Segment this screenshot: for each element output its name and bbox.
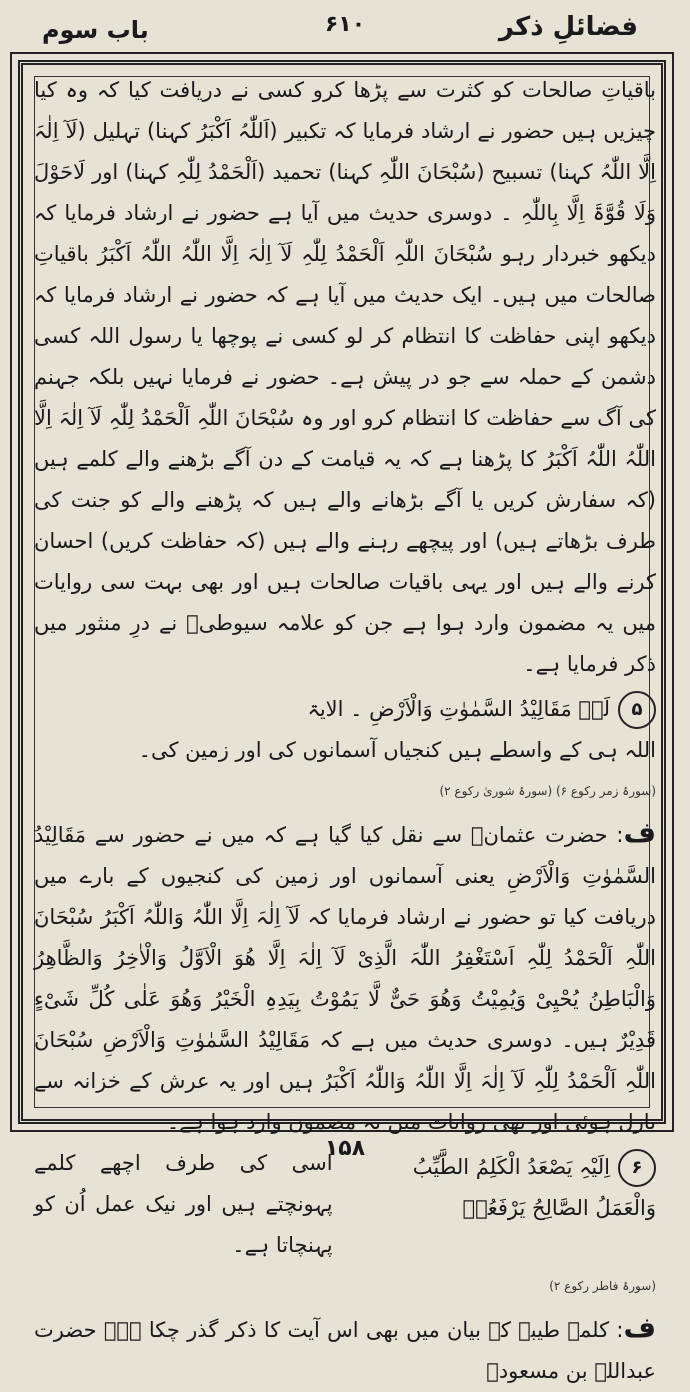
paragraph-fa-1 [34, 812, 656, 1143]
paragraph-fa-1-text: : حضرت عثمانؓ سے نقل کیا گیا ہے کہ میں نے حضور سے مَقَالِیْدُ السَّمٰوٰتِ وَالْاَرْضِ یعنی آسمانوں اور زمین کی کنجیوں کے بارے میں دریافت کیا تو حضور نے ارشاد فرمایا کہ لَآ اِلٰہَ اِلَّا اللّٰہُ وَاللّٰہُ اَکْبَرُ سُبْحَانَ اللّٰہِ اَلْحَمْدُ لِلّٰہِ اَسْتَغْفِرُ اللّٰہَ الَّذِیْ لَآ اِلٰہَ اِلَّا ھُوَ الْاَوَّلُ وَالْاٰخِرُ وَالظَّاھِرُ وَالْبَاطِنُ یُحْیِیْ وَیُمِیْتُ وَھُوَ حَیٌّ لَّا یَمُوْتُ بِیَدِہِ الْخَیْرُ وَھُوَ عَلٰی کُلِّ شَیْءٍ قَدِیْرٌ ہیں۔ دوسری حدیث میں ہے کہ مَقَالِیْدُ السَّمٰوٰتِ وَالْاَرْضِ سُبْحَانَ اللّٰہِ اَلْحَمْدُ لِلّٰہِ لَآ اِلٰہَ اِلَّا اللّٰہُ وَاللّٰہُ اَکْبَرُ ہیں اور یہ عرش کے خزانہ سے نازل ہوئی اور بھی روایات میں یہ مضمون وارد ہوا ہے۔ [34, 823, 656, 1134]
chapter-title: باب سوم [42, 16, 149, 44]
verse-number-6: ۶ [618, 1149, 656, 1187]
page-header [0, 6, 690, 52]
verse-number-5: ۵ [618, 691, 656, 729]
paragraph-fa-2-text: : کلمہ طیبہ کے بیان میں بھی اس آیت کا ذکر گذر چکا ہے۔ حضرت عبداللہ بن مسعودؓ [34, 1318, 656, 1383]
verse-5-arabic: لَہٗ مَقَالِیْدُ السَّمٰوٰتِ وَالْاَرْضِ ۔ الایۃ [307, 697, 610, 721]
book-title: فضائلِ ذکر [498, 12, 638, 42]
verse-5-translation: اللہ ہی کے واسطے ہیں کنجیاں آسمانوں کی اور زمین کی۔ [138, 738, 656, 762]
verse-6-arabic-2: وَالْعَمَلُ الصَّالِحُ یَرْفَعُہٗ [462, 1196, 656, 1220]
verse-6-reference: (سورۂ فاطر رکوع ۲) [549, 1279, 656, 1293]
verse-6-arabic-column [357, 1143, 656, 1266]
verse-6 [34, 1143, 656, 1266]
paragraph-fa-2 [34, 1307, 656, 1392]
verse-6-arabic-1: اِلَیْہِ یَصْعَدُ الْکَلِمُ الطَّیِّبُ [412, 1155, 610, 1179]
verse-6-translation: اسی کی طرف اچھے کلمے پہونچتے ہیں اور نیک عمل اُن کو پہنچاتا ہے۔ [34, 1151, 333, 1257]
paragraph-baqiyat: باقیاتِ صالحات کو کثرت سے پڑھا کرو کسی نے دریافت کیا کہ وہ کیا چیزیں ہیں حضور نے ارشاد فرمایا کہ تکبیر (اَللّٰہُ اَکْبَرُ کہنا) تہلیل (لَآ اِلٰہَ اِلَّا اللّٰہُ کہنا) تسبیح (سُبْحَانَ اللّٰہِ کہنا) تحمید (اَلْحَمْدُ لِلّٰہِ کہنا) اور لَاحَوْلَ وَلَا قُوَّۃَ اِلَّا بِاللّٰہِ ۔ دوسری حدیث میں آیا ہے حضور نے ارشاد فرمایا کہ دیکھو خبردار رہو سُبْحَانَ اللّٰہِ اَلْحَمْدُ لِلّٰہِ لَآ اِلٰہَ اِلَّا اللّٰہُ اللّٰہُ اَکْبَرُ باقیاتِ صالحات میں ہیں۔ ایک حدیث میں آیا ہے کہ حضور نے ارشاد فرمایا کہ دیکھو اپنی حفاظت کا انتظام کر لو کسی نے پوچھا یا رسول اللہ کسی دشمن کے حملہ سے جو در پیش ہے۔ حضور نے فرمایا نہیں بلکہ جہنم کی آگ سے حفاظت کا انتظام کرو اور وہ سُبْحَانَ اللّٰہِ اَلْحَمْدُ لِلّٰہِ لَآ اِلٰہَ اِلَّا اللّٰہُ اللّٰہُ اَکْبَرُ کا پڑھنا ہے کہ یہ قیامت کے دن آگے بڑھنے والے کلمے ہیں (کہ سفارش کریں یا آگے بڑھانے والے ہیں کہ پڑھنے والے کو جنت کی طرف بڑھاتے ہیں) اور پیچھے رہنے والے ہیں (کہ حفاظت کریں) احسان کرنے والے ہیں اور یہی باقیات صالحات ہیں اور بھی بہت سی روایات میں یہ مضمون وارد ہوا ہے جن کو علامہ سیوطیؒ نے درِ منثور میں ذکر فرمایا ہے۔ [34, 78, 656, 676]
verse-5-reference: (سورۂ زمر رکوع ۶) (سورۂ شوریٰ رکوع ۲) [439, 784, 656, 798]
header-page-number: ۶۱۰ [324, 12, 366, 37]
fa-marker: ف [623, 816, 656, 849]
verse-5 [34, 689, 656, 730]
page-number: ۱۵۸ [324, 1136, 366, 1161]
fa-marker-2: ف [623, 1311, 656, 1344]
